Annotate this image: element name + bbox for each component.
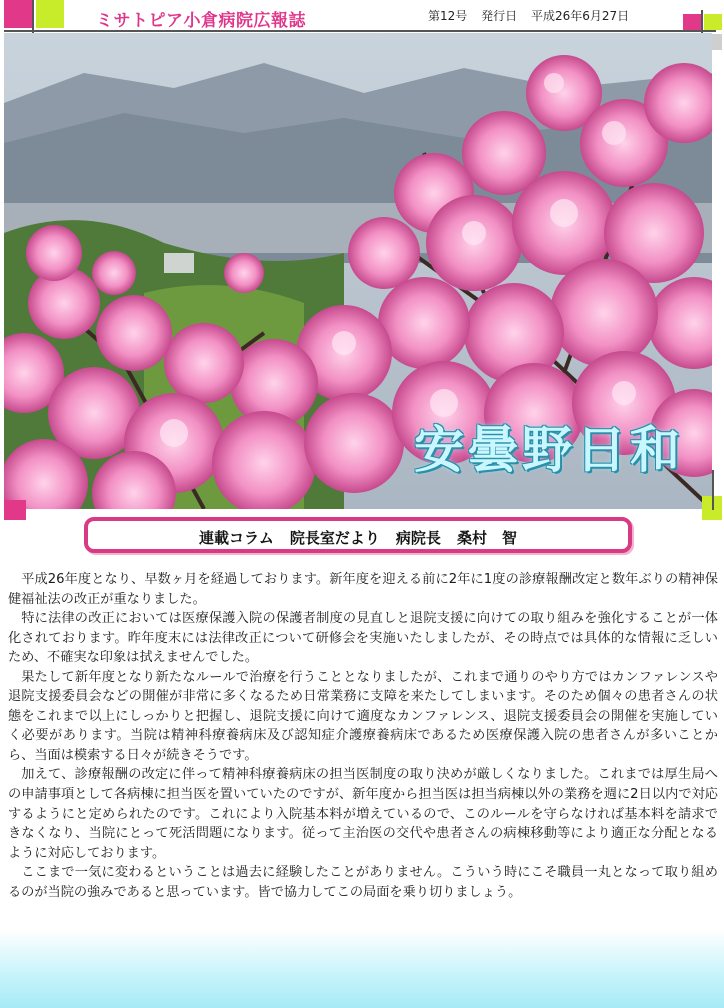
issue-number: 第12号 bbox=[428, 9, 468, 23]
column-series: 連載コラム bbox=[199, 529, 274, 547]
frame-line-right-bottom bbox=[712, 470, 714, 510]
corner-square-lime-top-left bbox=[36, 0, 64, 28]
article-paragraph: 平成26年度となり、早数ヶ月を経過しております。新年度を迎える前に2年に1度の診療報酬改定と数年ぶりの精神保健福祉法の改正が重なりました。 bbox=[8, 572, 718, 607]
issued-label: 発行日 bbox=[481, 9, 518, 23]
corner-square-lime-top-right bbox=[704, 14, 722, 30]
issue-info bbox=[428, 7, 639, 24]
article-paragraph: ここまで一気に変わるということは過去に経験したことがありません。こういう時にこそ職員一丸となって取り組めるのが当院の強みであると思っています。皆で協力してこの局面を乗り切りましょう。 bbox=[8, 865, 718, 900]
corner-square-pink-top-left bbox=[4, 0, 32, 28]
issue-date: 平成26年6月27日 bbox=[530, 9, 630, 23]
column-name: 院長室だより bbox=[289, 529, 380, 547]
article-paragraph: 加えて、診療報酬の改定に伴って精神科療養病床の担当医制度の取り決めが厳しくなりました。これまでは厚生局への申請事項として各病棟に担当医を置いていたのですが、新年度から担当医は担当病棟以外の業務を週に2日以内で対応するようにと定められたのです。これにより入院基本料が増えているので、このルールを守らなければ基本料を請求できなくなり、当院にとって死活問題になります。従って主治医の交代や患者さんの病棟移動等により適正な分配となるように対応しております。 bbox=[8, 767, 718, 861]
footer-gradient bbox=[0, 930, 724, 1008]
newsletter-title: ミサトピア小倉病院広報誌 bbox=[96, 11, 306, 31]
column-heading bbox=[88, 527, 628, 548]
author-role: 病院長 bbox=[395, 529, 441, 547]
article-paragraph: 果たして新年度となり新たなルールで治療を行うこととなりましたが、これまで通りのやり方ではカンファレンスや退院支援委員会などの開催が非常に多くなるため日常業務に支障を来たしてしまいます。そのため個々の患者さんの状態をこれまで以上にしっかりと把握し、退院支援に向けて適度なカンファレンス、退院支援委員会の開催を実施していく必要があります。当院は精神科療養病床及び認知症介護療養病床であるため医療保護入院の患者さんが多いことから、当面は模索する日々が続きそうです。 bbox=[8, 669, 718, 763]
article-body bbox=[8, 570, 718, 902]
author-name: 桑村 智 bbox=[456, 529, 517, 547]
article-paragraph: 特に法律の改正においては医療保護入院の保護者制度の見直しと退院支援に向けての取り組みを強化することが一体化されております。昨年度末には法律改正について研修会を実施いたしましたが、その時点では具体的な情報に乏しいため、不確実な印象は拭えませんでした。 bbox=[8, 611, 718, 666]
photo-title: 安曇野日和 bbox=[414, 420, 684, 479]
column-title-box bbox=[84, 517, 632, 553]
corner-square-pink-photo-left bbox=[4, 500, 26, 520]
corner-square-pink-top-right bbox=[683, 14, 701, 30]
